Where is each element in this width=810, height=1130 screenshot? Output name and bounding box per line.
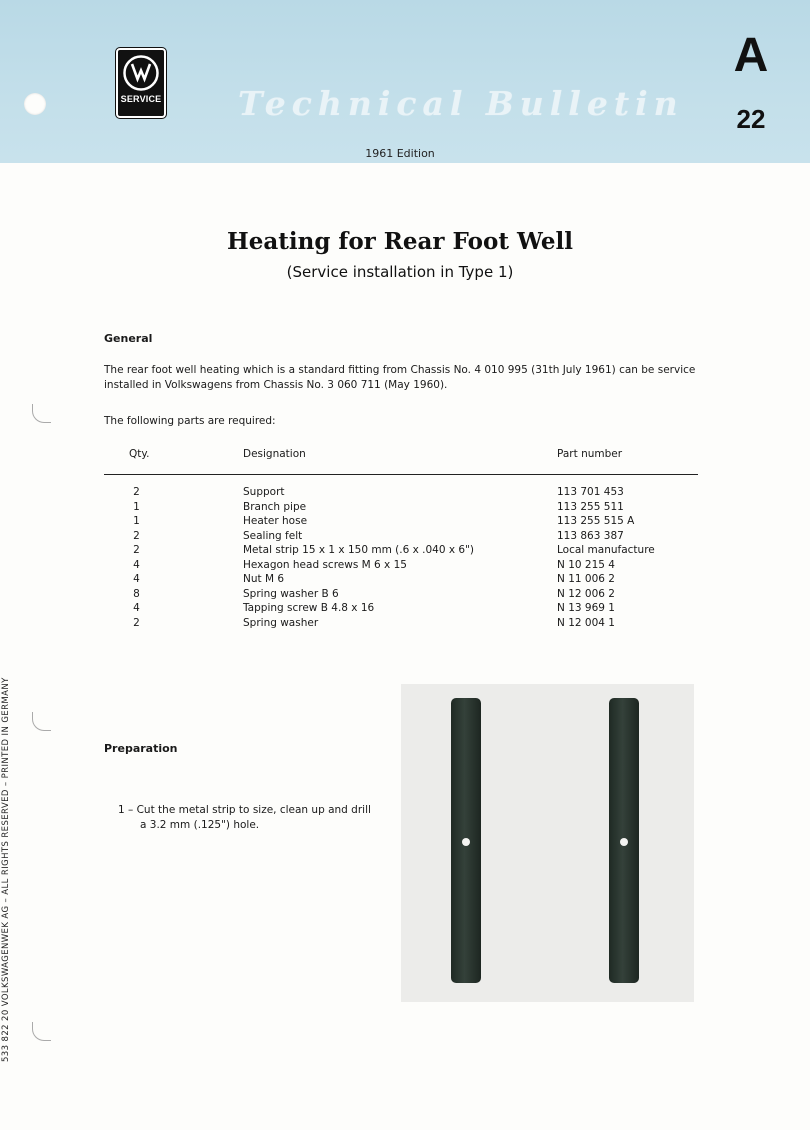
metal-strip-right bbox=[609, 698, 639, 983]
row-part-number: N 12 006 2 bbox=[557, 587, 615, 600]
table-row bbox=[104, 543, 704, 558]
section-number: 22 bbox=[736, 104, 766, 134]
row-designation: Branch pipe bbox=[243, 500, 307, 513]
row-designation: Spring washer B 6 bbox=[243, 587, 339, 600]
preparation-heading: Preparation bbox=[104, 742, 178, 755]
col-header-qty: Qty. bbox=[129, 448, 150, 460]
row-part-number: N 13 969 1 bbox=[557, 602, 615, 614]
step-line-2: a 3.2 mm (.125") hole. bbox=[140, 819, 260, 831]
row-designation: Nut M 6 bbox=[243, 573, 285, 585]
row-qty: 4 bbox=[133, 573, 140, 585]
step-line-1: 1 – Cut the metal strip to size, clean up and drill bbox=[118, 804, 371, 816]
row-part-number: 113 863 387 bbox=[557, 529, 624, 542]
preparation-step-1 bbox=[118, 803, 398, 833]
table-row bbox=[104, 514, 704, 529]
row-part-number: 113 255 511 bbox=[557, 500, 624, 513]
header-band bbox=[0, 0, 810, 163]
row-designation: Heater hose bbox=[243, 515, 308, 527]
metal-strip-left bbox=[451, 698, 481, 983]
row-qty: 2 bbox=[133, 616, 140, 629]
metal-strips-photo bbox=[401, 684, 694, 1002]
row-qty: 1 bbox=[133, 500, 140, 513]
row-part-number: 113 255 515 A bbox=[557, 515, 635, 527]
row-designation: Spring washer bbox=[243, 616, 319, 629]
row-designation: Support bbox=[243, 486, 285, 498]
row-part-number: N 11 006 2 bbox=[557, 573, 615, 585]
page-subtitle: (Service installation in Type 1) bbox=[286, 263, 514, 281]
table-row bbox=[104, 587, 704, 602]
row-qty: 4 bbox=[133, 602, 140, 614]
parts-intro: The following parts are required: bbox=[104, 415, 276, 427]
drill-hole bbox=[462, 838, 470, 846]
row-qty: 8 bbox=[133, 587, 140, 600]
parts-table bbox=[104, 485, 704, 630]
vw-service-badge bbox=[116, 48, 166, 118]
table-rule bbox=[104, 474, 698, 475]
section-letter: A bbox=[733, 29, 769, 82]
row-qty: 2 bbox=[133, 486, 140, 498]
edition-label: 1961 Edition bbox=[365, 147, 435, 160]
table-row bbox=[104, 485, 704, 500]
binder-mark bbox=[32, 712, 51, 731]
row-part-number: N 12 004 1 bbox=[557, 616, 615, 629]
col-header-part-number: Part number bbox=[557, 448, 623, 460]
row-part-number: Local manufacture bbox=[557, 544, 655, 556]
general-heading: General bbox=[104, 332, 153, 345]
punch-hole bbox=[24, 93, 46, 115]
table-row bbox=[104, 601, 704, 616]
side-copyright-note: 533 822 20 VOLKSWAGENWEK AG – ALL RIGHTS RESERVED – PRINTED IN GERMANY bbox=[1, 677, 11, 1062]
row-qty: 2 bbox=[133, 529, 140, 542]
row-qty: 1 bbox=[133, 515, 140, 527]
col-header-designation: Designation bbox=[243, 448, 306, 460]
table-row bbox=[104, 558, 704, 573]
drill-hole bbox=[620, 838, 628, 846]
table-row bbox=[104, 529, 704, 544]
row-qty: 2 bbox=[133, 544, 140, 556]
badge-service-label: SERVICE bbox=[120, 94, 162, 104]
binder-mark bbox=[32, 404, 51, 423]
bulletin-title: Technical Bulletin bbox=[238, 84, 684, 123]
table-row bbox=[104, 572, 704, 587]
row-part-number: N 10 215 4 bbox=[557, 558, 615, 571]
general-paragraph: The rear foot well heating which is a standard fitting from Chassis No. 4 010 995 (31th July 1961) can be service installed in Volkswagens from Chassis No. 3 060 711 (May 1960). bbox=[104, 364, 696, 391]
vw-logo-icon bbox=[123, 55, 159, 91]
row-designation: Tapping screw B 4.8 x 16 bbox=[243, 602, 375, 614]
page-title: Heating for Rear Foot Well bbox=[226, 228, 574, 255]
row-designation: Hexagon head screws M 6 x 15 bbox=[243, 558, 407, 571]
table-row bbox=[104, 500, 704, 515]
table-row bbox=[104, 616, 704, 631]
row-designation: Sealing felt bbox=[243, 529, 303, 542]
row-qty: 4 bbox=[133, 558, 140, 571]
row-part-number: 113 701 453 bbox=[557, 486, 624, 498]
row-designation: Metal strip 15 x 1 x 150 mm (.6 x .040 x 6") bbox=[243, 544, 475, 556]
binder-mark bbox=[32, 1022, 51, 1041]
